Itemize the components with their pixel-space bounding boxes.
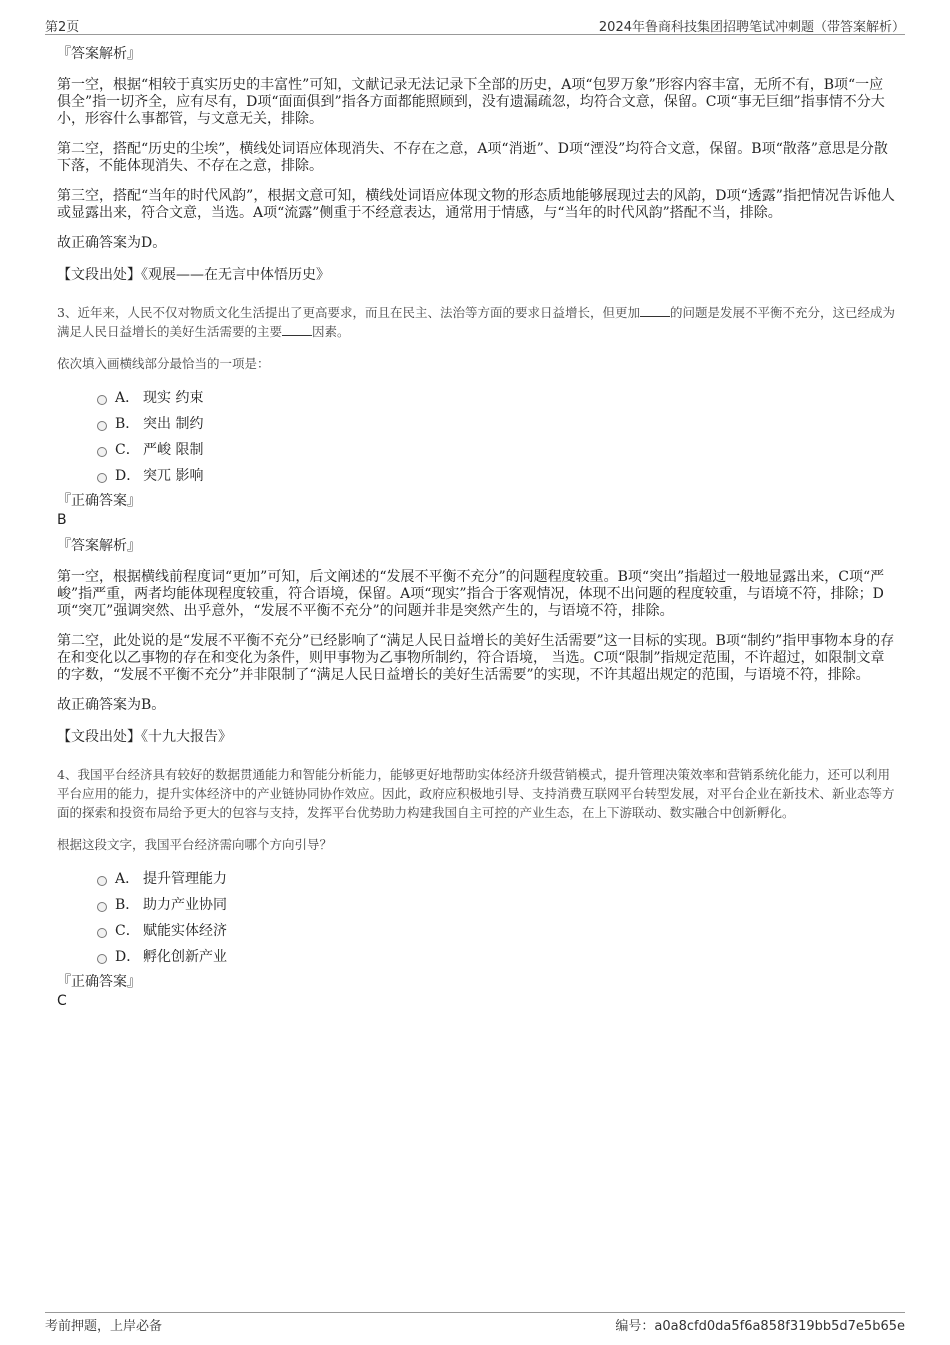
analysis-paragraph: 第一空，根据横线前程度词“更加”可知，后文阐述的“发展不平衡不充分”的问题程度较重。B项“突出”指超过一般地显露出来，C项“严峻”指严重，两者均能体现程度较重，符合语境，保留。A项“现实”指合于客观情况，体现不出问题的程度较重，与语境不符，排除；D项“突兀”强调突然、出乎意外，“发展不平衡不充分”的问题并非是突然产生的，与语境不符，排除。 (57, 569, 885, 619)
option-a[interactable]: A． 现实 约束 (97, 385, 897, 411)
passage-source: 【文段出处】《十九大报告》 (57, 729, 232, 745)
page-header (45, 14, 905, 35)
correct-answer: B (57, 512, 67, 528)
radio-button-icon[interactable] (97, 447, 107, 457)
page-number: 第2页 (45, 20, 80, 35)
radio-button-icon[interactable] (97, 928, 107, 938)
answer-conclusion: 故正确答案为D。 (57, 235, 167, 251)
option-list (97, 866, 897, 970)
radio-button-icon[interactable] (97, 473, 107, 483)
option-c[interactable]: C． 严峻 限制 (97, 437, 897, 463)
fill-blank (282, 323, 312, 336)
option-b[interactable]: B． 助力产业协同 (97, 892, 897, 918)
page-footer (45, 1312, 905, 1333)
analysis-paragraph: 第三空，搭配“当年的时代风韵”，根据文意可知，横线处词语应体现文物的形态质地能够展现过去的风韵，D项“透露”指把情况告诉他人或显露出来，符合文意，当选。A项“流露”侧重于不经意表达，通常用于情感，与“当年的时代风韵”搭配不当，排除。 (57, 188, 895, 221)
page-content (57, 44, 897, 1011)
fill-blank (640, 304, 670, 317)
correct-answer: C (57, 993, 67, 1009)
correct-answer-label: 『正确答案』 (57, 974, 141, 990)
passage-source: 【文段出处】《观展——在无言中体悟历史》 (57, 267, 330, 283)
document-title: 2024年鲁商科技集团招聘笔试冲刺题（带答案解析） (598, 20, 905, 35)
analysis-label: 『答案解析』 (57, 538, 141, 554)
question-prompt: 依次填入画横线部分最恰当的一项是： (57, 356, 270, 371)
document-serial: 编号：a0a8cfd0da5f6a858f319bb5d7e5b65e (615, 1319, 905, 1334)
radio-button-icon[interactable] (97, 421, 107, 431)
analysis-label: 『答案解析』 (57, 46, 141, 62)
option-a[interactable]: A． 提升管理能力 (97, 866, 897, 892)
radio-button-icon[interactable] (97, 902, 107, 912)
radio-button-icon[interactable] (97, 954, 107, 964)
analysis-paragraph: 第一空，根据“相较于真实历史的丰富性”可知，文献记录无法记录下全部的历史，A项“包罗万象”形容内容丰富，无所不有，B项“一应俱全”指一切齐全，应有尽有，D项“面面俱到”指各方面都能照顾到，没有遗漏疏忽，均符合文意，保留。C项“事无巨细”指事情不分大小，形容什么事都管，与文意无关，排除。 (57, 77, 885, 127)
option-d[interactable]: D． 突兀 影响 (97, 463, 897, 489)
option-b[interactable]: B． 突出 制约 (97, 411, 897, 437)
option-list (97, 385, 897, 489)
radio-button-icon[interactable] (97, 876, 107, 886)
correct-answer-label: 『正确答案』 (57, 493, 141, 509)
question-stem: 3、近年来，人民不仅对物质文化生活提出了更高要求，而且在民主、法治等方面的要求日益增长，但更加 的问题是发展不平衡不充分，这已经成为满足人民日益增长的美好生活需要的主要 因素。 (57, 305, 895, 339)
analysis-paragraph: 第二空，此处说的是“发展不平衡不充分”已经影响了“满足人民日益增长的美好生活需要”这一目标的实现。B项“制约”指甲事物本身的存在和变化以乙事物的存在和变化为条件，则甲事物为乙事物所制约，符合语境， 当选。C项“限制”指规定范围，不许超过，如限制文章的字数，“发展不平衡不充分”并非限制了“满足人民日益增长的美好生活需要”的实现，不许其超出规定的范围，与语境不符，排除。 (57, 633, 895, 683)
question-prompt: 根据这段文字，我国平台经济需向哪个方向引导？ (57, 837, 333, 852)
question-stem: 4、我国平台经济具有较好的数据贯通能力和智能分析能力，能够更好地帮助实体经济升级营销模式，提升管理决策效率和营销系统化能力，还可以利用平台应用的能力，提升实体经济中的产业链协同协作效应。因此，政府应积极地引导、支持消费互联网平台转型发展，对平台企业在新技术、新业态等方面的探索和投资布局给予更大的包容与支持，发挥平台优势助力构建我国自主可控的产业生态，在上下游联动、数实融合中创新孵化。 (57, 767, 895, 820)
footer-motto: 考前押题，上岸必备 (45, 1319, 163, 1334)
option-c[interactable]: C． 赋能实体经济 (97, 918, 897, 944)
radio-button-icon[interactable] (97, 395, 107, 405)
analysis-paragraph: 第二空，搭配“历史的尘埃”，横线处词语应体现消失、不存在之意，A项“消逝”、D项“湮没”均符合文意，保留。B项“散落”意思是分散下落，不能体现消失、不存在之意，排除。 (57, 141, 888, 174)
option-d[interactable]: D． 孵化创新产业 (97, 944, 897, 970)
answer-conclusion: 故正确答案为B。 (57, 697, 166, 713)
